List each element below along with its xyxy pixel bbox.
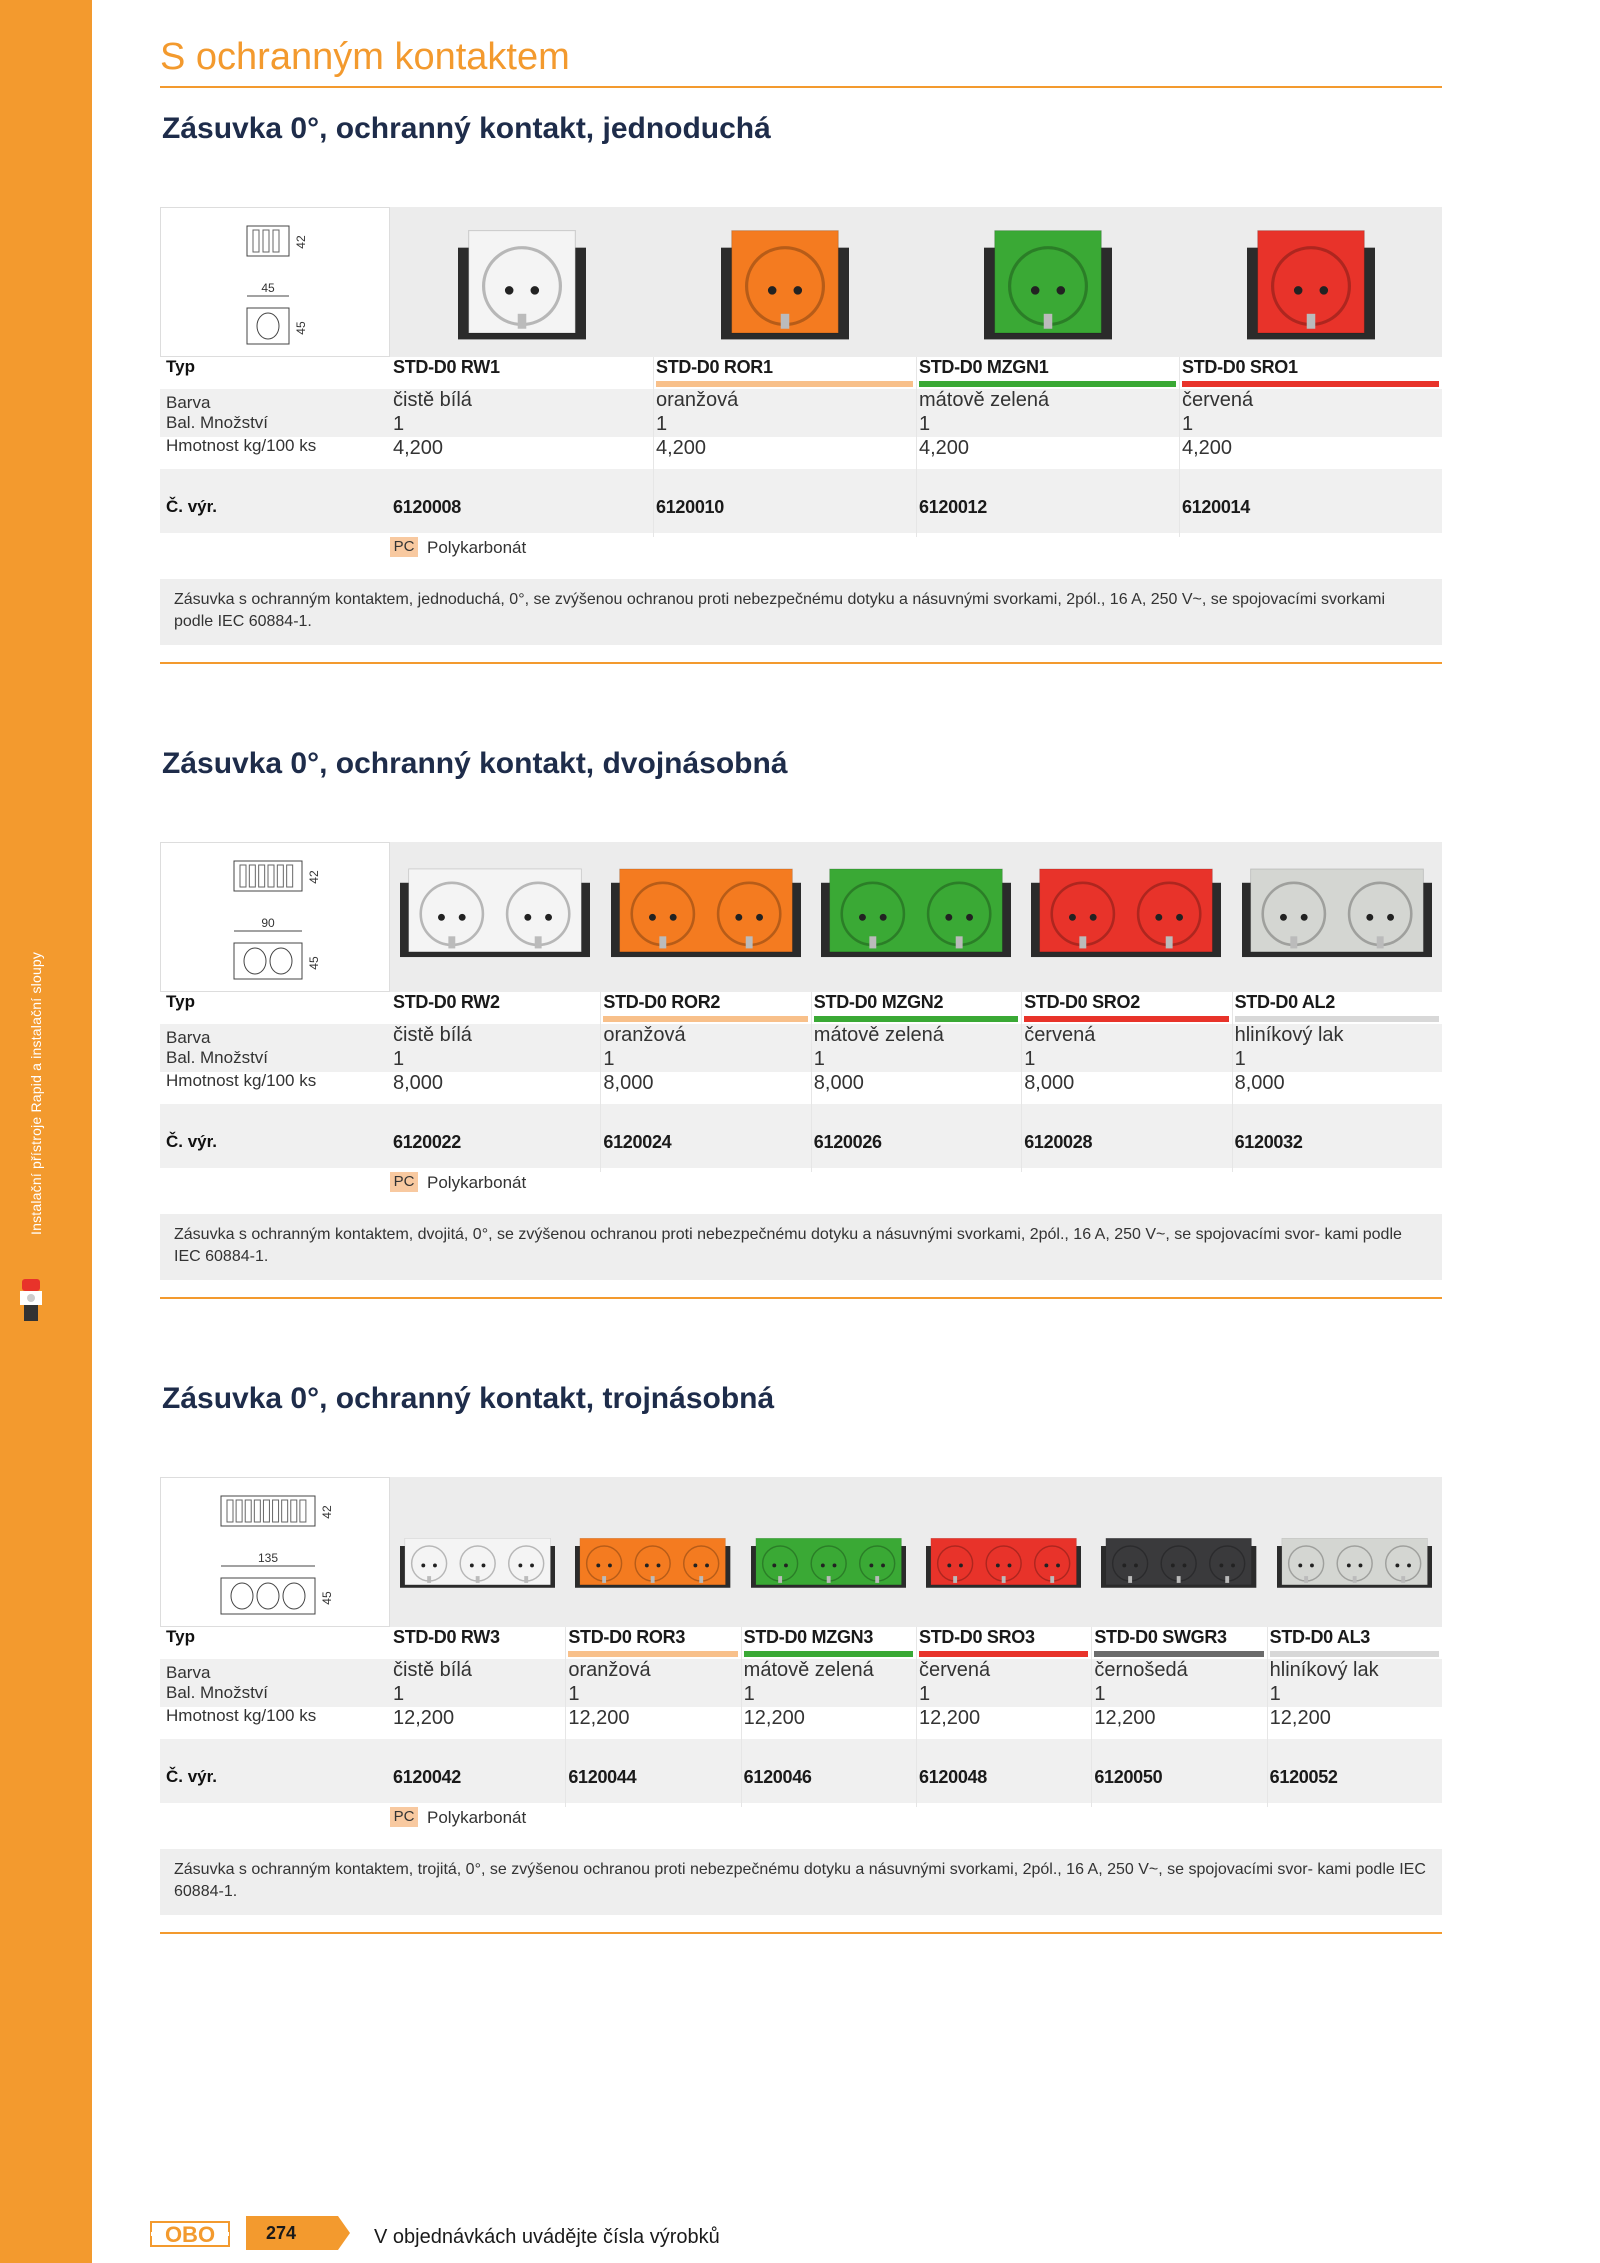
dimension-drawing-svg	[161, 843, 391, 993]
product-quantity: 1	[568, 1683, 580, 1705]
product-quantity: 1	[393, 1683, 405, 1705]
product-weight: 4,200	[393, 437, 444, 459]
section-title: Zásuvka 0°, ochranný kontakt, trojnásobná	[162, 1382, 775, 1415]
color-bar	[919, 381, 1176, 387]
svg-text:42: 42	[320, 1505, 334, 1519]
product-quantity: 1	[919, 1683, 931, 1705]
color-bar	[919, 1651, 1088, 1657]
section-divider	[160, 1932, 1442, 1934]
product-color-name: čistě bílá	[393, 1659, 472, 1681]
product-weight: 4,200	[919, 437, 970, 459]
product-color-name: hliníkový lak	[1269, 1659, 1379, 1681]
product-quantity: 1	[743, 1683, 755, 1705]
product-column	[656, 357, 919, 537]
product-quantity: 1	[603, 1048, 615, 1070]
product-number: 6120028	[1024, 1132, 1093, 1152]
product-image-band	[160, 842, 1442, 992]
product-quantity: 1	[813, 1048, 825, 1070]
socket-image	[611, 854, 801, 977]
product-color-name: mátově zelená	[919, 389, 1050, 411]
title-divider	[160, 86, 1442, 88]
svg-text:42: 42	[307, 870, 321, 884]
svg-text:45: 45	[307, 956, 321, 970]
product-weight: 12,200	[1094, 1707, 1156, 1729]
label-typ: Typ	[166, 1627, 195, 1646]
material-name: Polykarbonát	[427, 538, 527, 557]
column-divider	[1232, 992, 1233, 1172]
product-type: STD-D0 SRO2	[1024, 992, 1140, 1012]
product-column	[393, 357, 656, 537]
color-bar	[393, 1651, 562, 1657]
product-weight: 8,000	[603, 1072, 654, 1094]
socket-image	[1101, 1517, 1256, 1614]
product-number: 6120008	[393, 497, 461, 517]
color-bar	[393, 381, 650, 387]
product-image-band	[160, 1477, 1442, 1627]
socket-image	[1242, 854, 1432, 977]
product-number: 6120050	[1094, 1767, 1163, 1787]
color-bar	[814, 1016, 1018, 1022]
svg-text:OBO: OBO	[164, 2222, 216, 2247]
product-type: STD-D0 RW2	[393, 992, 500, 1012]
product-description: Zásuvka s ochranným kontaktem, jednoduchá, 0°, se zvýšenou ochranou proti nebezpečnému dotyku a násuvnými svorkami, 2pól., 16 A, 250 V~, se spojovacími svorkami podle IEC 60884-1.	[160, 579, 1442, 645]
product-column	[1024, 992, 1234, 1172]
label-mnozstvi: Bal. Množství	[166, 1683, 269, 1702]
product-column	[814, 992, 1024, 1172]
label-barva: Barva	[166, 393, 211, 412]
product-column	[1182, 357, 1445, 537]
product-quantity: 1	[393, 413, 405, 435]
product-type: STD-D0 RW1	[393, 357, 500, 377]
section-divider	[160, 662, 1442, 664]
color-bar	[568, 1651, 737, 1657]
product-type: STD-D0 SWGR3	[1094, 1627, 1227, 1647]
product-type: STD-D0 ROR1	[656, 357, 773, 377]
product-column	[919, 1627, 1094, 1807]
product-type: STD-D0 ROR2	[603, 992, 721, 1012]
product-section	[160, 747, 1442, 1347]
product-color-name: oranžová	[656, 389, 739, 411]
material-tag: PC	[390, 537, 418, 557]
svg-text:90: 90	[261, 916, 275, 930]
footer-note: V objednávkách uvádějte čísla výrobků	[374, 2226, 720, 2248]
product-type: STD-D0 MZGN2	[813, 992, 944, 1012]
product-color-name: červená	[1024, 1024, 1096, 1046]
color-bar	[1094, 1651, 1263, 1657]
product-quantity: 1	[1269, 1683, 1281, 1705]
column-divider	[916, 357, 917, 537]
socket-image	[1277, 1517, 1432, 1614]
product-number: 6120048	[919, 1767, 987, 1787]
column-divider	[1021, 992, 1022, 1172]
material-tag: PC	[390, 1172, 418, 1192]
label-barva: Barva	[166, 1663, 211, 1682]
product-quantity: 1	[1094, 1683, 1106, 1705]
product-number: 6120022	[393, 1132, 461, 1152]
color-bar	[1235, 1016, 1439, 1022]
product-weight: 12,200	[393, 1707, 455, 1729]
dimension-drawing-svg	[161, 1478, 391, 1628]
product-type: STD-D0 SRO3	[919, 1627, 1035, 1647]
dimension-drawing	[160, 842, 390, 992]
label-mnozstvi: Bal. Množství	[166, 1048, 269, 1067]
label-hmotnost: Hmotnost kg/100 ks	[166, 1071, 317, 1090]
product-column	[393, 1627, 568, 1807]
label-cislo: Č. výr.	[166, 1767, 218, 1786]
dimension-drawing	[160, 207, 390, 357]
product-column	[1235, 992, 1445, 1172]
socket-image	[1247, 219, 1375, 356]
svg-text:135: 135	[257, 1551, 279, 1565]
socket-image	[1031, 854, 1221, 977]
product-color-name: červená	[919, 1659, 991, 1681]
socket-image	[458, 219, 586, 356]
product-icon	[16, 1275, 46, 1325]
label-barva: Barva	[166, 1028, 211, 1047]
product-color-name: mátově zelená	[743, 1659, 874, 1681]
socket-image	[400, 1517, 555, 1614]
product-description: Zásuvka s ochranným kontaktem, dvojitá, 0°, se zvýšenou ochranou proti nebezpečnému dotyku a násuvnými svorkami, 2pól., 16 A, 250 V~, se spojovacími svor- kami podle IEC 60884-1.	[160, 1214, 1442, 1280]
product-color-name: červená	[1182, 389, 1254, 411]
section-title: Zásuvka 0°, ochranný kontakt, dvojnásobná	[162, 747, 788, 780]
product-number: 6120024	[603, 1132, 672, 1152]
column-divider	[811, 992, 812, 1172]
product-type: STD-D0 MZGN1	[919, 357, 1049, 377]
product-weight: 4,200	[1182, 437, 1233, 459]
svg-text:45: 45	[261, 281, 275, 295]
product-color-name: mátově zelená	[813, 1024, 944, 1046]
product-color-name: čistě bílá	[393, 389, 472, 411]
product-column	[1094, 1627, 1269, 1807]
svg-text:45: 45	[320, 1591, 334, 1605]
material-tag: PC	[390, 1807, 418, 1827]
product-weight: 4,200	[656, 437, 707, 459]
page-number: 274	[266, 2223, 297, 2243]
orange-sidebar	[0, 0, 92, 2263]
socket-image	[751, 1517, 906, 1614]
column-divider	[653, 357, 654, 537]
color-bar	[393, 1016, 597, 1022]
product-number: 6120014	[1182, 497, 1250, 517]
product-color-name: oranžová	[603, 1024, 686, 1046]
label-hmotnost: Hmotnost kg/100 ks	[166, 1706, 317, 1725]
page-number-tab	[246, 2216, 350, 2250]
product-type: STD-D0 ROR3	[568, 1627, 686, 1647]
dimension-drawing-svg	[161, 208, 391, 358]
label-typ: Typ	[166, 357, 195, 376]
label-cislo: Č. výr.	[166, 497, 218, 516]
color-bar	[1024, 1016, 1228, 1022]
product-type: STD-D0 AL3	[1269, 1627, 1370, 1647]
side-category-text: Instalační přístroje Rapid a instalační sloupy	[28, 951, 44, 1235]
socket-image	[821, 854, 1011, 977]
product-quantity: 1	[1182, 413, 1194, 435]
color-bar	[1270, 1651, 1439, 1657]
product-weight: 12,200	[743, 1707, 805, 1729]
color-bar	[1182, 381, 1439, 387]
product-section	[160, 112, 1442, 712]
material-name: Polykarbonát	[427, 1173, 527, 1192]
product-type: STD-D0 SRO1	[1182, 357, 1298, 377]
section-divider	[160, 1297, 1442, 1299]
product-column	[603, 992, 813, 1172]
product-column	[744, 1627, 919, 1807]
svg-text:42: 42	[294, 235, 308, 249]
product-color-name: oranžová	[568, 1659, 651, 1681]
product-weight: 12,200	[1269, 1707, 1331, 1729]
product-description: Zásuvka s ochranným kontaktem, trojitá, 0°, se zvýšenou ochranou proti nebezpečnému dotyku a násuvnými svorkami, 2pól., 16 A, 250 V~, se spojovacími svor- kami podle IEC 60884-1.	[160, 1849, 1442, 1915]
obo-logo	[150, 2220, 230, 2248]
product-number: 6120042	[393, 1767, 461, 1787]
socket-image	[926, 1517, 1081, 1614]
product-color-name: hliníkový lak	[1234, 1024, 1344, 1046]
socket-image	[575, 1517, 730, 1614]
product-column	[919, 357, 1182, 537]
product-type: STD-D0 RW3	[393, 1627, 500, 1647]
product-section	[160, 1382, 1442, 1982]
column-divider	[565, 1627, 566, 1807]
product-quantity: 1	[1024, 1048, 1036, 1070]
product-color-name: černošedá	[1094, 1659, 1188, 1681]
product-quantity: 1	[393, 1048, 405, 1070]
color-bar	[656, 381, 913, 387]
dimension-drawing	[160, 1477, 390, 1627]
product-weight: 12,200	[568, 1707, 630, 1729]
column-divider	[1179, 357, 1180, 537]
label-cislo: Č. výr.	[166, 1132, 218, 1151]
section-title: Zásuvka 0°, ochranný kontakt, jednoduchá	[162, 112, 771, 145]
color-bar	[744, 1651, 913, 1657]
label-typ: Typ	[166, 992, 195, 1011]
column-divider	[600, 992, 601, 1172]
product-image-band	[160, 207, 1442, 357]
product-weight: 12,200	[919, 1707, 981, 1729]
product-type: STD-D0 AL2	[1234, 992, 1335, 1012]
color-bar	[603, 1016, 807, 1022]
product-column	[1270, 1627, 1445, 1807]
product-column	[393, 992, 603, 1172]
product-quantity: 1	[656, 413, 668, 435]
product-number: 6120032	[1234, 1132, 1303, 1152]
material-name: Polykarbonát	[427, 1808, 527, 1827]
product-number: 6120012	[919, 497, 987, 517]
product-type: STD-D0 MZGN3	[743, 1627, 874, 1647]
product-number: 6120010	[656, 497, 724, 517]
product-weight: 8,000	[1234, 1072, 1285, 1094]
product-number: 6120052	[1269, 1767, 1338, 1787]
product-weight: 8,000	[393, 1072, 444, 1094]
product-quantity: 1	[919, 413, 931, 435]
column-divider	[741, 1627, 742, 1807]
product-color-name: čistě bílá	[393, 1024, 472, 1046]
column-divider	[916, 1627, 917, 1807]
socket-image	[721, 219, 849, 356]
column-divider	[1091, 1627, 1092, 1807]
label-mnozstvi: Bal. Množství	[166, 413, 269, 432]
product-number: 6120044	[568, 1767, 637, 1787]
product-weight: 8,000	[1024, 1072, 1075, 1094]
product-quantity: 1	[1234, 1048, 1246, 1070]
label-hmotnost: Hmotnost kg/100 ks	[166, 436, 317, 455]
column-divider	[1267, 1627, 1268, 1807]
socket-image	[400, 854, 590, 977]
product-weight: 8,000	[813, 1072, 864, 1094]
svg-text:45: 45	[294, 321, 308, 335]
page-title: S ochranným kontaktem	[160, 36, 570, 78]
product-column	[568, 1627, 743, 1807]
socket-image	[984, 219, 1112, 356]
product-number: 6120026	[813, 1132, 882, 1152]
product-number: 6120046	[743, 1767, 812, 1787]
